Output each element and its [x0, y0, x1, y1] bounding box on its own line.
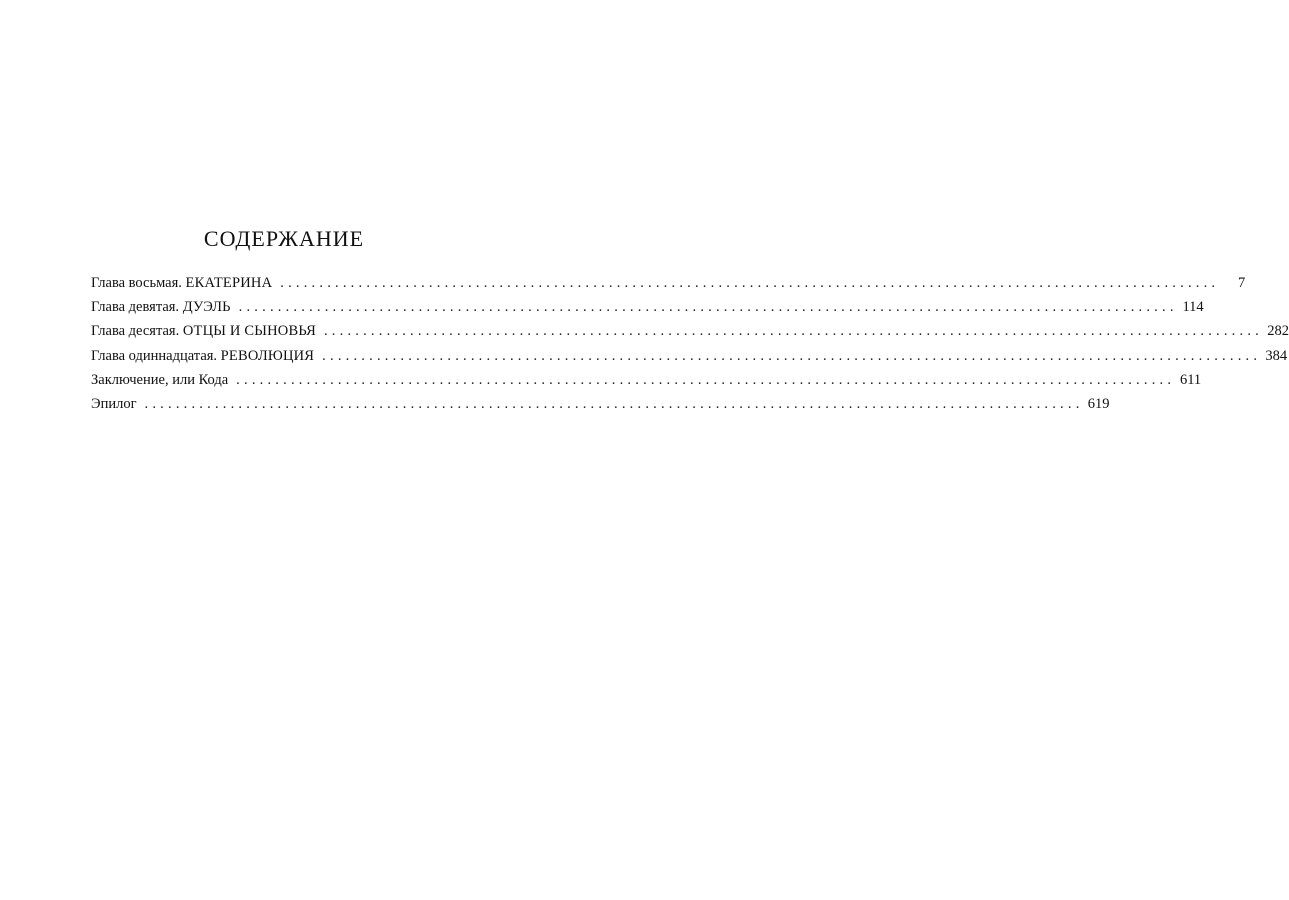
- toc-page-number: 384: [1265, 347, 1288, 364]
- toc-entry-label: [91, 319, 316, 343]
- dot-leader: ........................................................................................................................: [322, 347, 1262, 364]
- toc-entry: [91, 271, 1246, 295]
- toc-entry-prefix: Глава одиннадцатая.: [91, 347, 221, 364]
- toc-entry-prefix: Эпилог: [91, 395, 137, 412]
- dot-leader: ........................................................................................................................: [236, 371, 1176, 388]
- toc-entry-prefix: Глава восьмая.: [91, 275, 186, 291]
- toc-entry: [91, 319, 1289, 343]
- toc-entry-title: ОТЦЫ И СЫНОВЬЯ: [182, 323, 316, 340]
- toc-entry-label: [91, 271, 272, 295]
- dot-leader: ........................................................................................................................: [238, 299, 1178, 316]
- toc-page-number: 611: [1179, 371, 1202, 388]
- toc-page-number: 114: [1182, 299, 1204, 316]
- toc-entry: [91, 392, 1110, 416]
- toc-entry-title: ЕКАТЕРИНА: [185, 275, 273, 291]
- toc-entry-title: ДУЭЛЬ: [182, 299, 231, 316]
- toc-page-number: 282: [1267, 323, 1289, 340]
- toc-entry: [91, 295, 1204, 319]
- toc-entry-prefix: Глава десятая.: [91, 323, 183, 340]
- toc-entry-label: [91, 392, 137, 416]
- toc-entry-prefix: Глава девятая.: [91, 299, 183, 316]
- toc-entry: [91, 368, 1202, 392]
- toc-entry-label: [91, 295, 231, 319]
- dot-leader: ........................................................................................................................: [280, 275, 1220, 291]
- toc-entry-prefix: Заключение, или Кода: [91, 371, 229, 388]
- contents-heading: СОДЕРЖАНИЕ: [203, 226, 365, 251]
- toc-page-number: 7: [1238, 275, 1246, 291]
- dot-leader: ........................................................................................................................: [323, 323, 1263, 340]
- toc-page-number: 619: [1087, 395, 1110, 412]
- toc-entry: [91, 344, 1288, 368]
- toc-entry-label: [91, 368, 228, 392]
- table-of-contents: [91, 271, 1289, 416]
- toc-entry-title: РЕВОЛЮЦИЯ: [220, 347, 315, 364]
- toc-entry-label: [91, 344, 314, 368]
- dot-leader: ........................................................................................................................: [144, 395, 1084, 412]
